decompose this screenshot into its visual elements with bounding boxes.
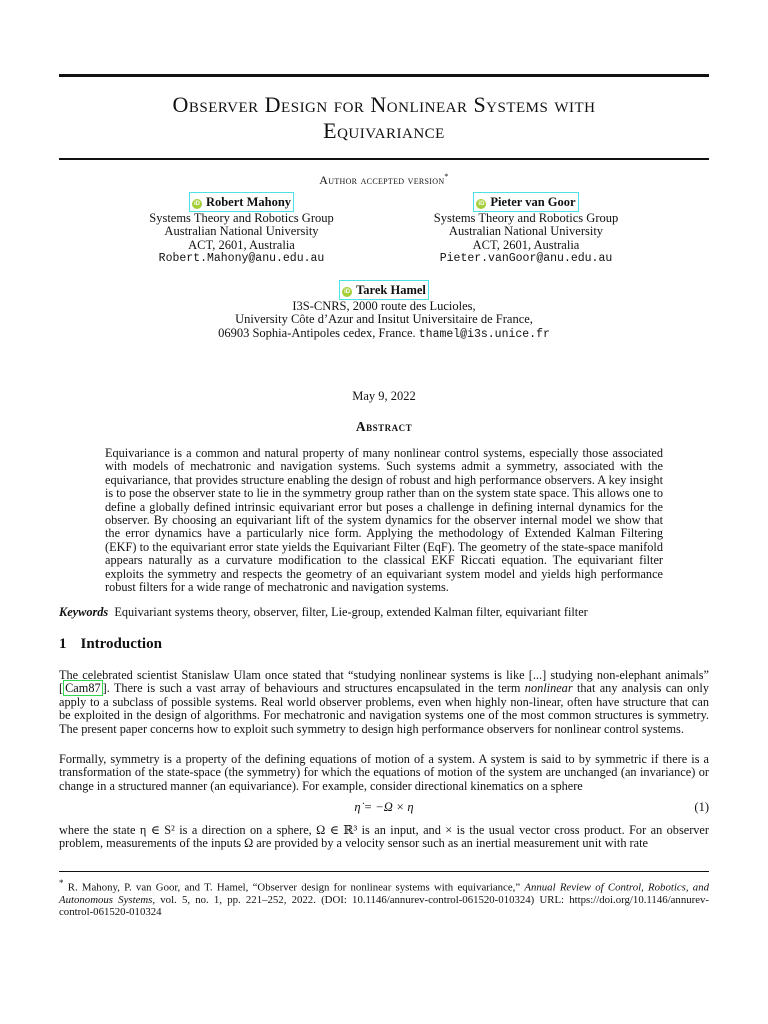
section-heading [59, 636, 162, 653]
keywords-label: Keywords [59, 605, 109, 619]
version-note [59, 172, 709, 188]
author-name: Pieter van Goor [490, 195, 576, 209]
author-affiliation: University Côte d’Azur and Insitut Universitaire de France, [235, 312, 533, 326]
abstract-body: Equivariance is a common and natural property of many nonlinear control systems, especially those associated with models of mechatronic and navigation systems. Such systems admit a symmetry, associated with the equivariance, that provides structure enabling the design of robust and high performance observers. A key insight is to pose the observer state to lie in the symmetry group rather than on the system state space. This allows one to define a globally defined intrinsic equivariant error but poses a challenge in defining internal dynamics for the observer. By choosing an equivariant lift of the system dynamics for the observer internal model we show that the error dynamics have a particularly nice form. Applying the methodology of Extended Kalman Filtering (EKF) to the equivariant error state yields the Equivariant Filter (EqF). The geometry of the state-space manifold appears naturally as a curvature modification to the classical EKF Riccati equation. The equivariant filter exploits the symmetry and respects the geometry of an equivariant system model and yields high performance robust filters for a wide range of mechatronic and navigation systems. [105, 446, 663, 595]
emphasis-text: nonlinear [524, 681, 573, 696]
author-name-link[interactable] [189, 192, 294, 212]
paper-title [59, 92, 709, 144]
footnote-marker: * [59, 878, 64, 888]
author-block-hamel [184, 280, 584, 341]
paragraph-text: The celebrated scientist Stanislaw Ulam once stated that “studying nonlinear systems is like [...] studying non-elephant animals” [ [59, 668, 709, 696]
author-affiliation: Australian National University [164, 224, 319, 238]
author-address-line [184, 327, 584, 342]
abstract-heading: Abstract [355, 419, 413, 434]
author-name: Tarek Hamel [356, 283, 426, 297]
orcid-icon[interactable]: iD [344, 289, 351, 295]
orcid-icon[interactable]: iD [478, 201, 485, 207]
author-name-link[interactable] [339, 280, 429, 300]
intro-paragraph-1 [59, 669, 709, 736]
author-block-mahony [140, 192, 343, 266]
author-affiliation: I3S-CNRS, 2000 route des Lucioles, [292, 298, 476, 313]
author-affiliation: Australian National University [448, 224, 604, 238]
citation-link[interactable]: Cam87 [65, 681, 101, 696]
section-number: 1 [59, 636, 67, 652]
footnote-text: R. Mahony, P. van Goor, and T. Hamel, “Observer design for nonlinear systems with equivariance,” [63, 881, 525, 894]
equation-expression: η̇ = −Ω × η [354, 800, 414, 814]
intro-paragraph-3: where the state η ∈ S² is a direction on a sphere, Ω ∈ ℝ³ is an input, and × is the usual vector cross product. For an observer problem, measurements of the inputs Ω are provided by a velocity sensor such as an inertial measurement unit with rate [59, 823, 709, 851]
author-name-link[interactable] [473, 192, 578, 212]
title-line-2: Equivariance [323, 118, 445, 143]
paragraph-text: that any analysis can only apply to a subclass of possible systems. Real world observer problems, even when highly non-linear, often have structure that can be exploited in the design of algorithms. For mechatronic and navigation systems one of the most common structures is symmetry. The present paper concerns how to exploit such symmetry to design high performance observers for nonlinear control systems. [59, 681, 709, 736]
footnote [59, 877, 709, 919]
author-affiliation: Systems Theory and Robotics Group [149, 210, 334, 225]
keywords-text: Equivariant systems theory, observer, filter, Lie-group, extended Kalman filter, equivariant filter [114, 605, 588, 619]
section-title: Introduction [80, 636, 162, 652]
title-bottom-rule [59, 158, 709, 160]
title-line-1: Observer Design for Nonlinear Systems with [172, 92, 596, 117]
author-affiliation: Systems Theory and Robotics Group [433, 210, 619, 225]
title-top-rule [59, 74, 709, 77]
footnote-venue: Annual Review of Control, Robotics, and Autonomous Systems [59, 881, 709, 906]
author-name: Robert Mahony [205, 195, 292, 209]
version-note-text: Author accepted version [319, 173, 445, 187]
author-email[interactable]: Robert.Mahony@anu.edu.au [158, 252, 325, 265]
intro-paragraph-2: Formally, symmetry is a property of the defining equations of motion of a system. A system is said to by symmetric if there is a transformation of the state-space (the symmetry) for which the equations of motion of the system are unchanged (an invariance) or change in a structured manner (an equivariance). For example, consider directional kinematics on a sphere [59, 752, 709, 793]
footnote-marker: * [444, 172, 449, 181]
author-email[interactable]: thamel@i3s.unice.fr [418, 327, 550, 341]
footnote-rule [59, 871, 709, 872]
author-address: 06903 Sophia-Antipoles cedex, France. [218, 325, 416, 340]
author-block-van-goor [423, 192, 629, 266]
author-address: ACT, 2601, Australia [472, 237, 580, 252]
paragraph-text: ]. There is such a vast array of behaviours and structures encapsulated in the term [102, 681, 525, 696]
author-address: ACT, 2601, Australia [188, 237, 295, 252]
equation-number: (1) [694, 800, 709, 814]
author-email[interactable]: Pieter.vanGoor@anu.edu.au [439, 252, 613, 265]
publication-date: May 9, 2022 [352, 389, 416, 403]
footnote-text[interactable]: , vol. 5, no. 1, pp. 221–252, 2022. (DOI: 10.1146/annurev-control-061520-010324) URL: https://doi.org/10.1146/annurev-control-061520-010324 [59, 894, 709, 919]
keywords-line [59, 605, 709, 620]
orcid-icon[interactable]: iD [193, 201, 200, 207]
